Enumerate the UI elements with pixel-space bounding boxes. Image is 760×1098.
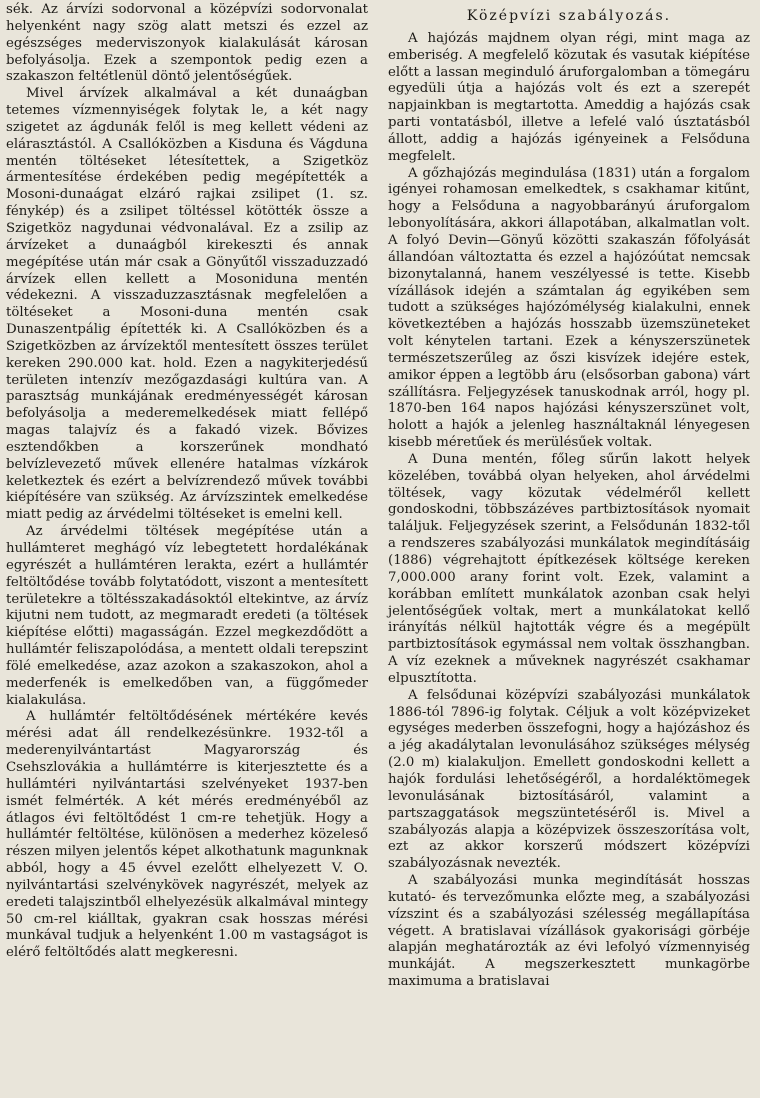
paragraph: Mivel árvízek alkalmával a két dunaágban tetemes vízmennyiségek folytak le, a két nagy szigetet az ágdunák felől is meg kellett védeni az elárasztástól. A Csallóközben a Kisduna és Vágduna mentén töltéseket létesítettek, a Szigetköz ármentesítése érdekében pedig megépítették a Mosoni-dunaágat elzáró rajkai zsilipet (1. sz. fénykép) és a zsilipet töltéssel kötötték össze a Szigetköz nagydunai védvonalával. Ez a zsilip az árvízeket a dunaágból kirekeszti és annak megépítése után már csak a Gönyűtől visszaduzzadó árvízek ellen kellett a Mosoniduna mentén védekezni. A visszaduzzasztásnak megfelelően a töltéseket a Mosoni-duna mentén csak Dunaszentpálig építették ki. A Csallóközben és a Szigetközben az árvízektől mentesített összes terület kereken 290.000 kat. hold. Ezen a nagykiterjedésű területen intenzív mezőgazdasági kultúra van. A parasztság munkájának eredményességét károsan befolyásolja a mederemelkedések miatt fellépő magas talajvíz és a fakadó vizek. Bővizes esztendőkben a korszerűnek mondható belvízlevezető művek ellenére hatalmas vízkárok keletkeztek és ezért a belvízrendező művek további kiépítésére van szükség. Az árvízszintek emelkedése miatt pedig az árvédelmi töltéseket is emelni kell.	[6, 86, 368, 523]
paragraph: sék. Az árvízi sodorvonal a középvízi sodorvonalat helyenként nagy szög alatt metszi és ezzel az egészséges mederviszonyok kialakulását károsan befolyásolja. Ezek a szempontok pedig ezen a szakaszon feltétlenül döntő jelentőségűek.	[6, 2, 368, 85]
paragraph: A gőzhajózás megindulása (1831) után a forgalom igényei rohamosan emelkedtek, s csakhamar kitűnt, hogy a Felsőduna a nagyobbarányú áruforgalom lebonyolítására, akkori állapotában, alkalmatlan volt. A folyó Devin—Gönyű közötti szakaszán főfolyását állandóan változtatta és ezzel a hajózóútat nemcsak bizonytalanná, hanem veszélyessé is tette. Kisebb vízállások idején a számtalan ág egyikében sem tudott a szükséges hajózómélység kialakulni, ennek következtében a hajózás hosszabb üzemszüneteket volt kénytelen tartani. Ezek a kényszerszünetek természetszerűleg az őszi kisvízek idejére estek, amikor éppen a legtöbb áru (elsősorban gabona) várt szállításra. Feljegyzések tanuskodnak arról, hogy pl. 1870-ben 164 napos hajózási kényszerszünet volt, holott a hajók a jelenleg használtaknál lényegesen kisebb méretűek és merülésűek voltak.	[388, 165, 750, 451]
paragraph: A hajózás majdnem olyan régi, mint maga az emberiség. A megfelelő közutak és vasutak kiépítése előtt a lassan meginduló áruforgalomban a tömegáru egyedüli útja a hajózás volt és ezt a szerepét napjainkban is megtartotta. Ameddig a hajózás csak parti vontatásból, illetve a lefelé való úsztatásból állott, addig a hajózás igényeinek a Felsőduna megfelelt.	[388, 30, 750, 164]
right-column	[388, 2, 750, 991]
section-heading: Középvízi szabályozás.	[466, 8, 672, 24]
paragraph: A szabályozási munka megindítását hosszas kutató- és tervezőmunka előzte meg, a szabályozási vízszint és a szabályozási szélesség megállapítása végett. A bratislavai vízállások gyakorisági görbéje alapján meghatározták az évi lefolyó vízmennyiség munkáját. A megszerkesztett munkagörbe maximuma a bratislavai	[388, 873, 750, 990]
paragraph: A hullámtér feltöltődésének mértékére kevés mérési adat áll rendelkezésünkre. 1932-től a mederenyilvántartást Magyarország és Csehszlovákia a hullámtérre is kiterjesztette és a hullámtéri nyilvántartási szelvényeket 1937-ben ismét felmérték. A két mérés eredményéből az átlagos évi feltöltődést 1 cm-re tehetjük. Hogy a hullámtér feltöltése, különösen a mederhez közeleső részen milyen jelentős képet alkothatunk magunknak abból, hogy a 45 évvel ezelőtt elhelyezett V. O. nyilvántartási szelvénykövek nagyrészét, melyek az eredeti talajszintből elhelyezésük alkalmával mintegy 50 cm-rel kiálltak, gyakran csak hosszas mérési munkával tudjuk a helyenként 1.00 m vastagságot is elérő feltöltődés alatt megkeresni.	[6, 709, 368, 961]
left-column	[6, 2, 368, 962]
paragraph: A Duna mentén, főleg sűrűn lakott helyek közelében, továbbá olyan helyeken, ahol árvédelmi töltések, vagy közutak védelméről kellett gondoskodni, többszázéves partbiztosítások nyomait találjuk. Feljegyzések szerint, a Felsődunán 1832-től a rendszeres szabályozási munkálatok megindításáig (1886) végrehajtott építkezések költsége kereken 7,000.000 arany forint volt. Ezek, valamint a korábban említett munkálatok azonban csak helyi jelentőségűek voltak, mert a munkálatokat kellő irányítás nélkül hajtották végre és a megépült partbiztosítások egymással nem voltak összhangban. A víz ezeknek a műveknek nagyrészét csakhamar elpusztította.	[388, 451, 750, 686]
paragraph: A felsődunai középvízi szabályozási munkálatok 1886-tól 7896-ig folytak. Céljuk a volt középvizeket egységes mederben összefogni, hogy a hajózáshoz és a jég akadálytalan levonulásához szükséges mélység (2.0 m) kialakuljon. Emellett gondoskodni kellett a hajók fordulási lehetőségéről, a hordaléktömegek levonulásának biztosításáról, valamint a partszaggatások megszüntetéséről is. Mivel a szabályozás alapja a középvizek összeszorítása volt, ezt az akkor korszerű módszert középvízi szabályozásnak nevezték.	[388, 687, 750, 872]
paragraph: Az árvédelmi töltések megépítése után a hullámteret meghágó víz lebegtetett hordalékának egyrészét a hullámtéren lerakta, ezért a hullámtér feltöltődése tovább folytatódott, viszont a mentesített területekre a töltésszakadásoktól eltekintve, az árvíz kijutni nem tudott, az megmaradt eredeti (a töltések kiépítése előtti) magasságán. Ezzel megkezdődött a hullámtér feliszapolódása, a mentett oldali terepszint fölé emelkedése, azaz azokon a szakaszokon, ahol a mederfenék is emelkedőben van, a függőmeder kialakulása.	[6, 524, 368, 708]
